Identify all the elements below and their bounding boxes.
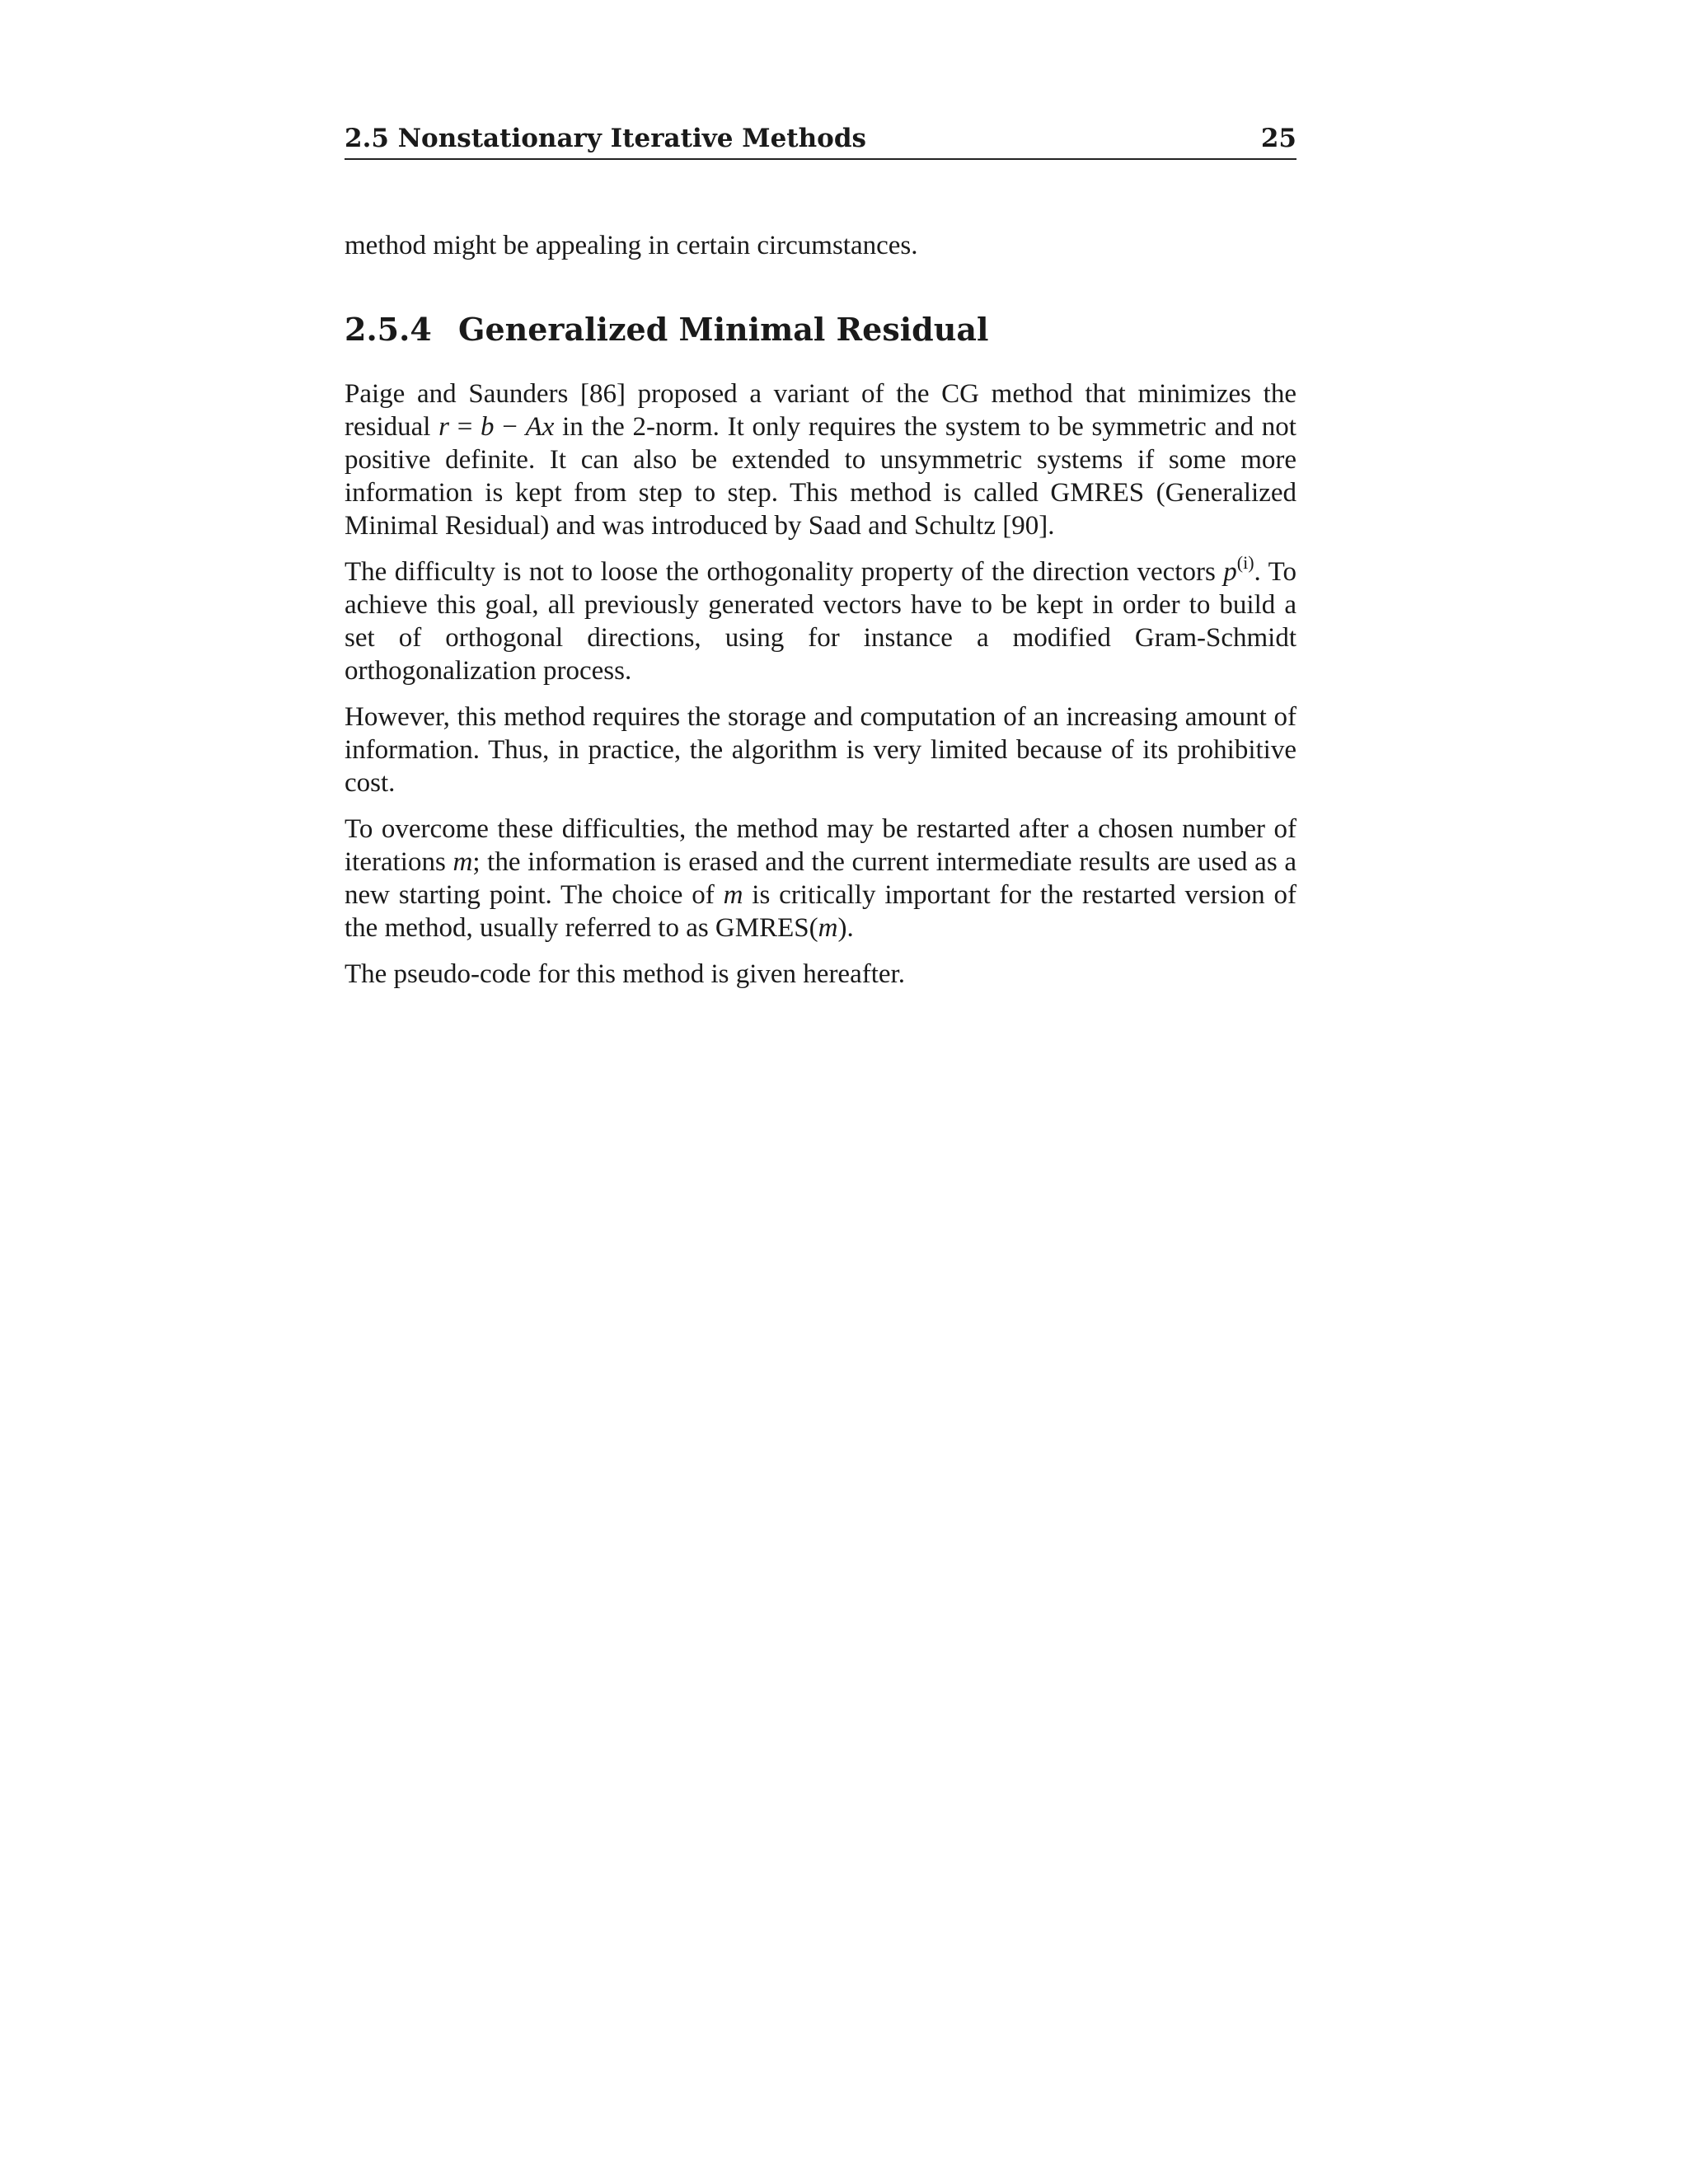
- math-m-1: m: [452, 847, 473, 877]
- section-heading: [345, 310, 1296, 349]
- math-minus: −: [494, 412, 526, 442]
- paragraph-1-text-b: in the 2-norm. It only requires the system to be symmetric and not positive definite. It can also be extended to unsymmetric systems if some more information is kept from step to step. This method is called GMRES (Generalized Minimal Residual) and was introduced by Saad and Schultz [90].: [345, 412, 1296, 541]
- paragraph-4-text-c: is critically important for the restarted version of the method, usually referred to as GMRES(: [345, 880, 1296, 943]
- paragraph-4-text-d: ).: [837, 913, 854, 943]
- paragraph-1-text-a: Paige and Saunders [86] proposed a variant of the CG method that minimizes the residual: [345, 379, 1296, 442]
- section-title: Generalized Minimal Residual: [458, 311, 989, 348]
- paragraph-4-text-a: To overcome these difficulties, the method may be restarted after a chosen number of iterations: [345, 814, 1296, 877]
- math-m-3: m: [818, 913, 838, 943]
- running-head-title: 2.5 Nonstationary Iterative Methods: [345, 124, 866, 153]
- paragraph-4: [345, 813, 1296, 944]
- math-r: r: [438, 412, 450, 442]
- page-body: [345, 229, 1296, 1004]
- math-p-superscript: (i): [1236, 552, 1254, 573]
- math-ax: Ax: [525, 412, 555, 442]
- paragraph-1: [345, 377, 1296, 542]
- math-b: b: [481, 412, 495, 442]
- paragraph-2: [345, 552, 1296, 687]
- section-number: 2.5.4: [345, 311, 432, 348]
- paragraph-2-text-b: . To achieve this goal, all previously generated vectors have to be kept in order to build a set of orthogonal directions, using for instance a modified Gram-Schmidt orthogonalization process.: [345, 557, 1296, 686]
- page-number: 25: [1260, 124, 1296, 153]
- paragraph-3: However, this method requires the storage and computation of an increasing amount of information. Thus, in practice, the algorithm is very limited because of its prohibitive cost.: [345, 702, 1296, 798]
- paragraph-2-text-a: The difficulty is not to loose the orthogonality property of the direction vectors: [345, 557, 1224, 587]
- math-p: p: [1223, 557, 1237, 587]
- running-head: [345, 122, 1296, 160]
- math-equals: =: [449, 412, 481, 442]
- paragraph-5: The pseudo-code for this method is given hereafter.: [345, 959, 905, 989]
- intro-line: method might be appealing in certain circumstances.: [345, 231, 918, 260]
- math-m-2: m: [723, 880, 743, 910]
- paragraph-4-text-b: ; the information is erased and the current intermediate results are used as a new starting point. The choice of: [345, 847, 1296, 910]
